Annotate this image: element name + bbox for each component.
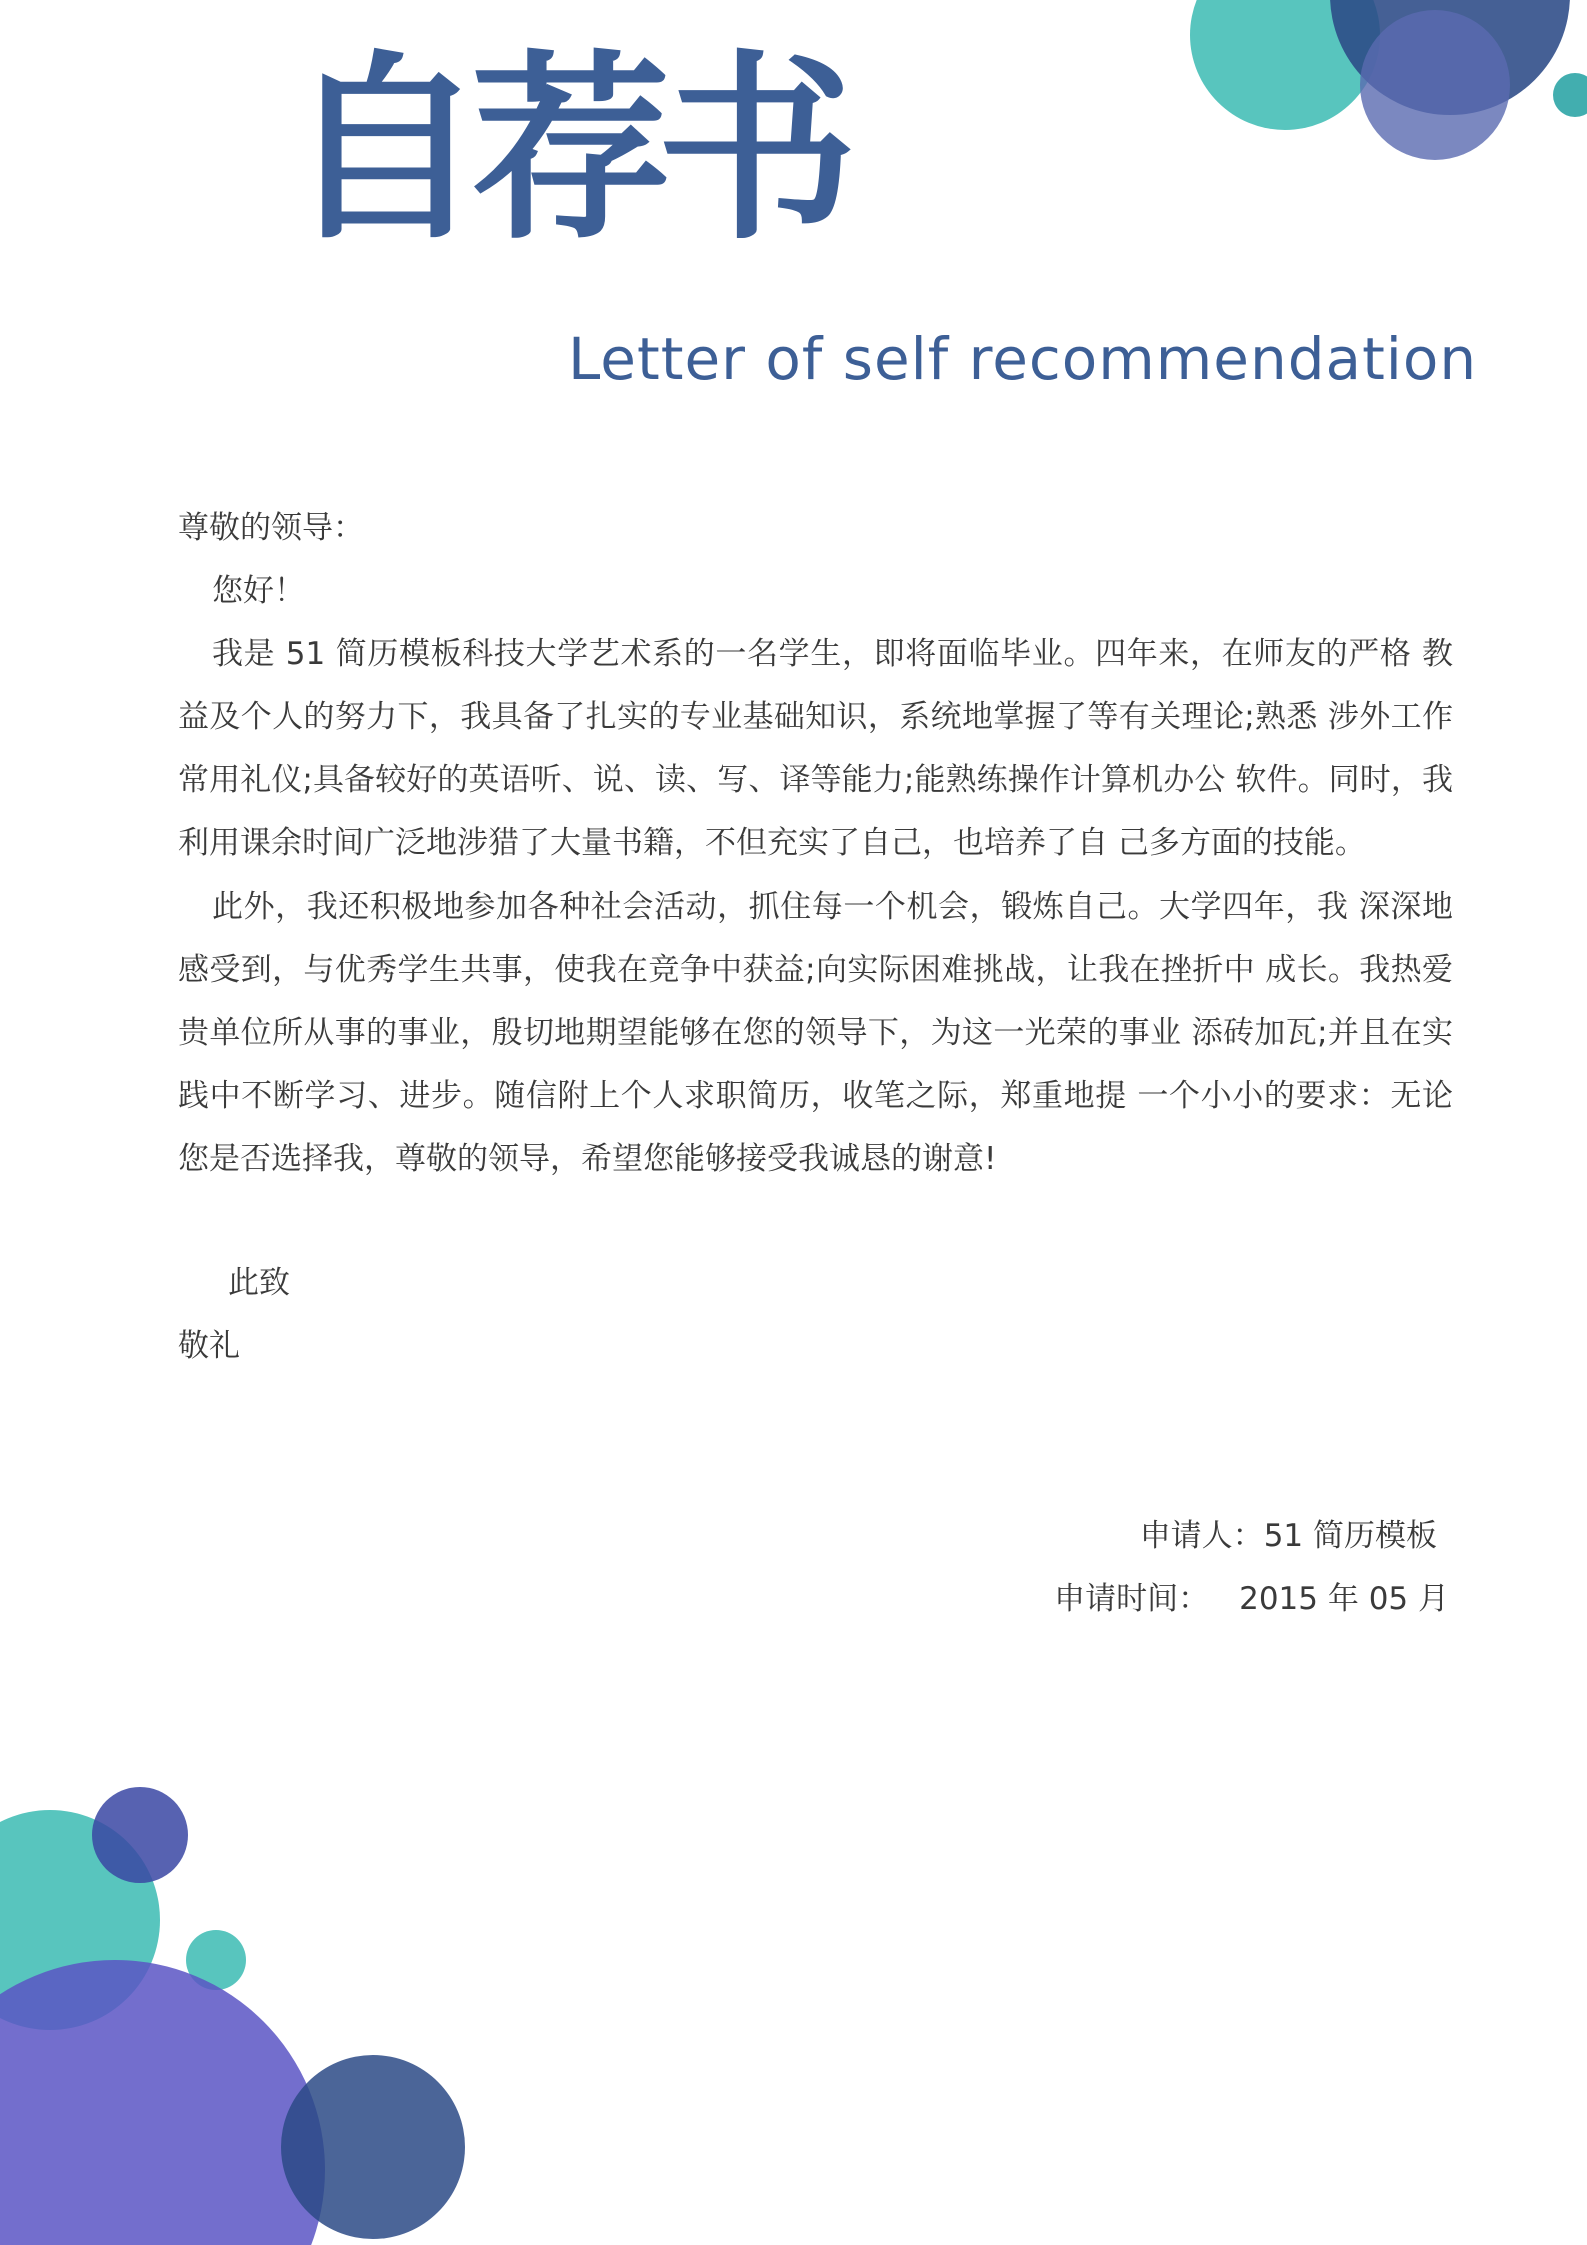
- bubble-purple-large: [0, 1960, 325, 2245]
- watercolor-bubbles-top-right: [1180, 0, 1587, 180]
- title-chinese: 自荐书: [285, 32, 844, 267]
- bubble-purple: [1360, 10, 1510, 160]
- bubble-navy-medium: [281, 2055, 465, 2239]
- closing-line-1: 此致: [228, 1265, 290, 1301]
- bubble-navy: [1330, 0, 1570, 115]
- applicant-value: 51 简历模板: [1263, 1518, 1437, 1554]
- bubble-teal: [1190, 0, 1380, 130]
- body-paragraph-2: 此外，我还积极地参加各种社会活动，抓住每一个机会，锻炼自己。大学四年，我 深深地感受到，与优秀学生共事，使我在竞争中获益;向实际困难挑战，让我在挫折中 成长。我热爱贵单位所从事的事业，殷切地期望能够在您的领导下，为这一光荣的事业 添砖加瓦;并且在实践中不断学习、进步。随信附上个人求职简历，收笔之际，郑重地提 一个小小的要求：无论您是否选择我，尊敬的领导，希望您能够接受我诚恳的谢意!: [178, 889, 1453, 1177]
- date-value: 2015 年 05 月: [1239, 1581, 1449, 1617]
- bubble-navy-small: [92, 1787, 188, 1883]
- title-english: Letter of self recommendation: [568, 325, 1478, 393]
- closing-line-2: 敬礼: [178, 1328, 240, 1364]
- date-label: 申请时间：: [1054, 1581, 1210, 1617]
- bubble-small-teal: [1553, 73, 1587, 117]
- bubble-teal-tiny: [186, 1930, 246, 1990]
- watercolor-bubbles-bottom-left: [0, 1770, 470, 2245]
- greeting: 您好！: [212, 573, 305, 609]
- bubble-teal-large: [0, 1810, 160, 2030]
- body-paragraph-1: 我是 51 简历模板科技大学艺术系的一名学生，即将面临毕业。四年来，在师友的严格 教益及个人的努力下，我具备了扎实的专业基础知识，系统地掌握了等有关理论;熟悉 涉外工作常用礼仪;具备较好的英语听、说、读、写、译等能力;能熟练操作计算机办公 软件。同时，我利用课余时间广泛地涉猎了大量书籍，不但充实了自己，也培养了自 己多方面的技能。: [178, 636, 1453, 861]
- applicant-line: [1140, 1505, 1437, 1568]
- salutation: 尊敬的领导：: [178, 510, 364, 546]
- date-line: [1054, 1568, 1449, 1631]
- applicant-label: 申请人：: [1139, 1518, 1264, 1554]
